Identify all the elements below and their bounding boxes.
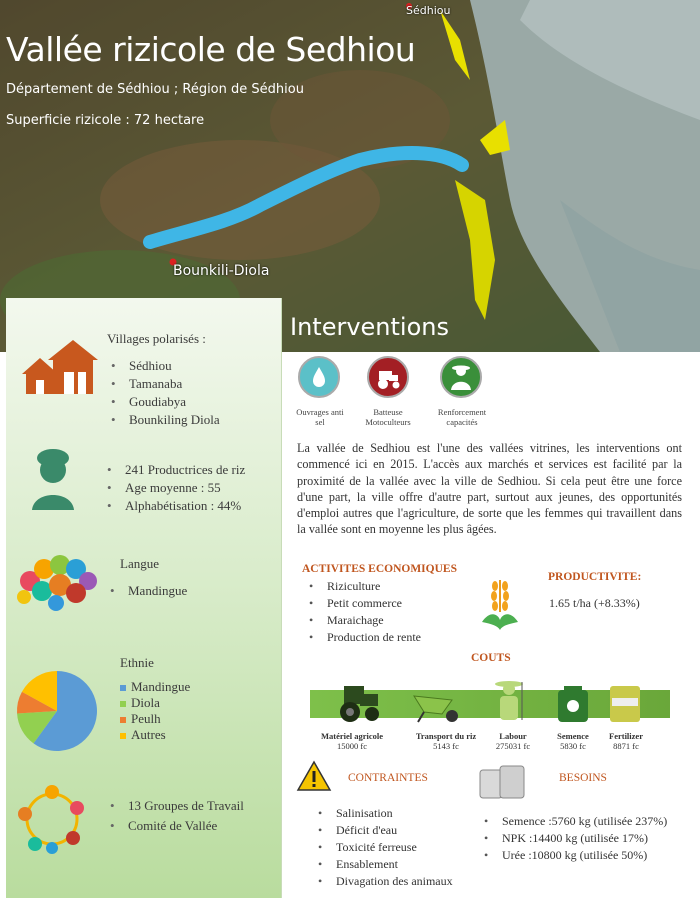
department-region: Département de Sédhiou ; Région de Sédhiou [6,82,304,97]
besoin-item: • Semence :5760 kg (utilisée 237%) [478,813,667,830]
wheelbarrow-icon [412,690,468,724]
besoins-heading: BESOINS [559,772,607,784]
villages-heading: Villages polarisés : [107,331,206,346]
activite-item: • Maraichage [303,612,421,629]
stat-item: • 241 Productrices de riz [103,461,245,479]
village-item: • Bounkiling Diola [107,411,220,429]
legend-swatch [120,701,126,707]
farmer-icon [489,676,529,724]
contrainte-item: • Divagation des animaux [312,873,453,890]
ethnie-block [120,655,190,743]
legend-item [120,727,190,743]
stat-item: • Age moyenne : 55 [103,479,245,497]
ethnie-heading: Ethnie [120,655,154,670]
woman-icon [28,448,78,510]
activite-item: • Petit commerce [303,595,421,612]
huts-icon [20,338,100,396]
map-label-sedhiou: Sédhiou [406,4,451,17]
activites-list [303,578,421,646]
langue-heading: Langue [120,556,159,571]
contrainte-item: • Toxicité ferreuse [312,839,453,856]
activites-heading: ACTIVITES ECONOMIQUES [302,563,457,575]
intervention-label: Ouvrages anti sel [296,407,344,427]
village-item: • Sédhiou [107,357,220,375]
legend-item [120,711,190,727]
page-title: Vallée rizicole de Sedhiou [6,30,416,69]
ethnie-pie-chart [14,668,100,754]
village-item: • Tamanaba [107,375,220,393]
map-label-bounkili: Bounkili-Diola [173,263,270,279]
villages-block [107,331,220,429]
langue-item: • Mandingue [106,582,187,600]
activite-item: • Riziculture [303,578,421,595]
intervention-label: Renforcement capacités [437,407,487,427]
cost-item: Labour 275031 fc [495,731,531,751]
people-circle-icon [15,782,89,856]
farmer-training-icon [440,356,482,398]
water-drop-icon [298,356,340,398]
legend-label: Autres [131,727,166,742]
besoin-item: • NPK :14400 kg (utilisée 17%) [478,830,667,847]
tractor-cost-icon [334,682,384,724]
couts-heading: COUTS [471,652,511,664]
legend-swatch [120,717,126,723]
sacks-icon [476,762,530,802]
legend-swatch [120,685,126,691]
legend-label: Peulh [131,711,161,726]
legend-item [120,679,190,695]
languages-bubbles-icon [12,553,102,613]
rice-grain-icon [478,576,522,632]
contraintes-heading: CONTRAINTES [348,772,428,784]
warning-icon [296,760,332,792]
legend-item [120,695,190,711]
group-item: • Comité de Vallée [106,817,256,835]
contraintes-list [312,805,453,890]
intro-paragraph: La vallée de Sedhiou est l'une des vallées vitrines, les interventions ont commencé ici en 2015. L'accès aux marchés et services est facilité par la proximité de la vallée avec la ville de Sedhiou. Si cela peut être une force d'une part, la ville offre d'autre part, surtout aux jeunes, des opportunités d'emploi autres que l'agriculture, de sorte que les femmes qui travaillent dans la vallée sont en moyenne les plus âgées. [297,441,682,537]
interventions-title: Interventions [290,313,449,341]
women-stats [103,461,245,515]
group-item: • 13 Groupes de Travail [106,797,256,815]
village-item: • Goudiabya [107,393,220,411]
seed-bag-icon [556,684,590,724]
cost-item: Fertilizer 8871 fc [609,731,643,751]
productivite-heading: PRODUCTIVITE: [548,571,642,583]
fertilizer-bag-icon [608,682,642,724]
stat-item: • Alphabétisation : 44% [103,497,245,515]
legend-label: Mandingue [131,679,191,694]
activite-item: • Production de rente [303,629,421,646]
legend-swatch [120,733,126,739]
cost-item: Transport du riz 5143 fc [415,731,477,751]
langue-block [120,556,187,600]
groups-block [106,797,256,835]
productivite-value: 1.65 t/ha (+8.33%) [549,596,640,610]
contrainte-item: • Salinisation [312,805,453,822]
tractor-icon [367,356,409,398]
intervention-label: Batteuse Motoculteurs [365,407,411,427]
contrainte-item: • Déficit d'eau [312,822,453,839]
cost-item: Matériel agricole 15000 fc [320,731,384,751]
rice-area: Superficie rizicole : 72 hectare [6,113,205,128]
contrainte-item: • Ensablement [312,856,453,873]
besoins-list [478,813,667,864]
legend-label: Diola [131,695,160,710]
cost-item: Semence 5830 fc [557,731,589,751]
ethnie-legend [120,679,190,743]
besoin-item: • Urée :10800 kg (utilisée 50%) [478,847,667,864]
